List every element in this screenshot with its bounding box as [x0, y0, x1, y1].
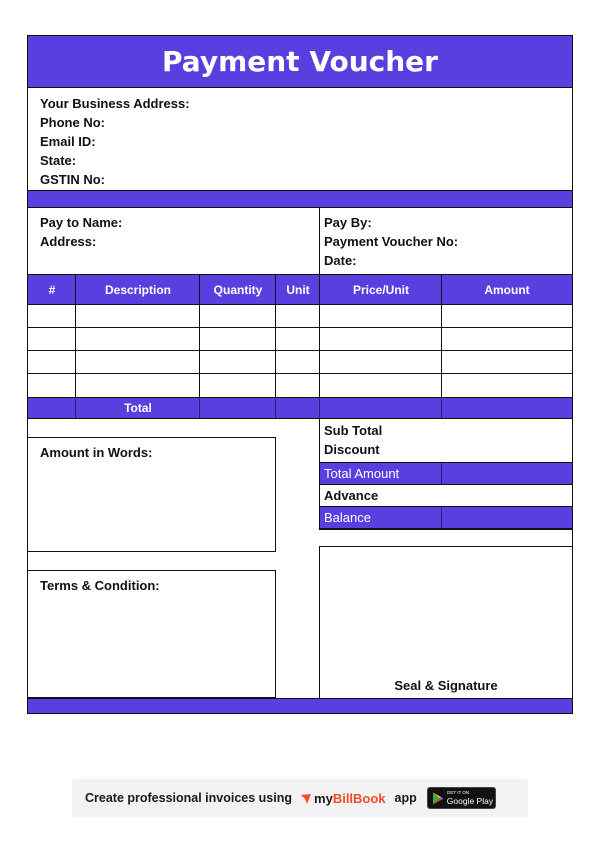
- balance-divider: [441, 507, 442, 528]
- balance-row: [319, 506, 573, 529]
- signature-box: [319, 546, 573, 699]
- header-divider: [199, 275, 200, 304]
- advance-label: Advance: [324, 488, 379, 503]
- business-info-block: [27, 87, 573, 191]
- business-address-label: Your Business Address:: [40, 96, 190, 111]
- total-amount-label: Total Amount: [324, 466, 400, 481]
- column-header-price-unit: Price/Unit: [352, 282, 409, 297]
- brand-my: my: [314, 790, 333, 806]
- promo-text: Create professional invoices using: [85, 791, 293, 805]
- google-play-badge[interactable]: [427, 787, 496, 809]
- state-label: State:: [40, 153, 77, 168]
- gstin-label: GSTIN No:: [40, 172, 105, 187]
- phone-label: Phone No:: [40, 115, 105, 130]
- mybillbook-logo-icon: [300, 792, 312, 804]
- table-row: [28, 373, 572, 374]
- discount-label: Discount: [324, 442, 380, 457]
- separator-strip: [27, 190, 573, 208]
- table-header-row: [27, 274, 573, 305]
- total-amount-divider: [441, 463, 442, 484]
- table-total-row: [27, 397, 573, 419]
- amount-in-words-box: [27, 437, 276, 552]
- column-divider: [199, 305, 200, 397]
- email-label: Email ID:: [40, 134, 96, 149]
- column-header-description: Description: [104, 282, 171, 297]
- promo-banner[interactable]: [72, 779, 528, 817]
- header-divider: [441, 275, 442, 304]
- payment-info: [324, 213, 458, 270]
- column-divider: [441, 305, 442, 397]
- google-play-icon: [432, 792, 444, 805]
- amount-in-words-label: Amount in Words:: [40, 445, 153, 460]
- total-divider: [75, 398, 76, 418]
- payee-divider: [319, 208, 320, 274]
- terms-box: [27, 570, 276, 698]
- pay-to-name-label: Pay to Name:: [40, 215, 123, 230]
- total-amount-row: [319, 462, 573, 485]
- column-header-number: #: [48, 282, 56, 297]
- badge-small-text: GET IT ON: [446, 790, 470, 795]
- seal-signature-label: Seal & Signature: [394, 678, 498, 693]
- total-divider: [199, 398, 200, 418]
- app-word: app: [394, 791, 417, 805]
- column-header-quantity: Quantity: [213, 282, 263, 297]
- header-bar: [27, 35, 573, 88]
- terms-label: Terms & Condition:: [40, 578, 160, 593]
- summary-bottom-line: [319, 529, 573, 530]
- pay-by-label: Pay By:: [324, 215, 372, 230]
- sub-total-label: Sub Total: [324, 423, 383, 438]
- header-divider: [75, 275, 76, 304]
- column-header-amount: Amount: [484, 282, 530, 297]
- table-body: [27, 304, 573, 398]
- total-label: Total: [124, 401, 152, 415]
- payee-payment-block: [27, 207, 573, 275]
- payee-info: [40, 213, 122, 251]
- bottom-strip: [27, 698, 573, 714]
- page-title: Payment Voucher: [162, 45, 438, 78]
- payee-address-label: Address:: [40, 234, 97, 249]
- header-divider: [275, 275, 276, 304]
- column-divider: [75, 305, 76, 397]
- table-row: [28, 350, 572, 351]
- table-row: [28, 327, 572, 328]
- date-label: Date:: [324, 253, 357, 268]
- total-divider: [275, 398, 276, 418]
- badge-big-text: Google Play: [446, 795, 494, 806]
- total-divider: [319, 398, 320, 418]
- balance-label: Balance: [324, 510, 371, 525]
- voucher-no-label: Payment Voucher No:: [324, 234, 459, 249]
- brand-billbook: BillBook: [332, 790, 386, 806]
- header-divider: [319, 275, 320, 304]
- items-table: [27, 274, 573, 419]
- column-divider: [275, 305, 276, 397]
- column-header-unit: Unit: [286, 282, 310, 297]
- column-divider: [319, 305, 320, 397]
- total-divider: [441, 398, 442, 418]
